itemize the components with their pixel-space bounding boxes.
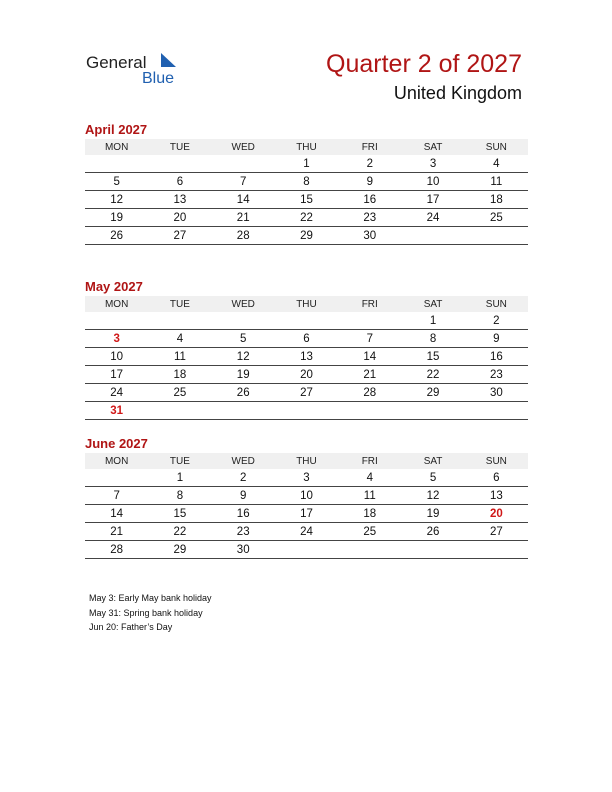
day-cell: 16 [212,505,275,523]
week-row [85,523,528,541]
weekday-header: MON [85,296,148,312]
day-cell: 4 [465,155,528,173]
day-cell: 29 [401,384,464,402]
logo-blue-text: Blue [142,70,175,87]
week-row [85,209,528,227]
week-row [85,330,528,348]
day-cell: 23 [212,523,275,541]
day-cell: 17 [85,366,148,384]
day-cell: 2 [465,312,528,330]
day-cell: 5 [401,469,464,487]
day-cell [275,541,338,559]
day-cell: 10 [85,348,148,366]
month-title: April 2027 [85,122,148,137]
day-cell [148,155,211,173]
day-cell: 23 [465,366,528,384]
day-cell: 19 [212,366,275,384]
day-cell [148,312,211,330]
day-cell: 6 [148,173,211,191]
day-cell: 25 [338,523,401,541]
day-cell [148,402,211,420]
calendar-grid [85,139,528,245]
month-april [85,121,528,245]
day-cell: 6 [275,330,338,348]
week-row [85,312,528,330]
day-cell [275,402,338,420]
day-cell: 24 [401,209,464,227]
holiday-notes [89,591,212,635]
day-cell [275,312,338,330]
day-cell [212,312,275,330]
day-cell: 12 [85,191,148,209]
holiday-note: May 3: Early May bank holiday [89,593,212,603]
day-cell: 29 [275,227,338,245]
weekday-header: SUN [465,139,528,155]
weekday-header: TUE [148,453,211,469]
day-cell [212,402,275,420]
day-cell: 24 [275,523,338,541]
weekday-header: SUN [465,453,528,469]
day-cell: 8 [148,487,211,505]
day-cell: 1 [401,312,464,330]
day-cell: 4 [338,469,401,487]
week-row [85,173,528,191]
day-cell: 30 [212,541,275,559]
day-cell: 21 [85,523,148,541]
day-cell: 19 [85,209,148,227]
day-cell: 8 [401,330,464,348]
day-cell [401,227,464,245]
day-cell: 15 [401,348,464,366]
day-cell: 5 [85,173,148,191]
weekday-header: FRI [338,139,401,155]
day-cell [338,402,401,420]
page-title: Quarter 2 of 2027 [326,50,522,78]
day-cell: 9 [212,487,275,505]
weekday-header: SAT [401,296,464,312]
week-row [85,366,528,384]
day-cell: 13 [275,348,338,366]
weekday-header: SUN [465,296,528,312]
day-cell: 23 [338,209,401,227]
day-cell: 14 [212,191,275,209]
weekday-header: THU [275,453,338,469]
week-row [85,541,528,559]
weekday-header-row [85,453,528,469]
day-cell: 24 [85,384,148,402]
logo-triangle-icon [159,52,177,68]
day-cell: 13 [148,191,211,209]
day-cell: 22 [275,209,338,227]
day-cell: 9 [338,173,401,191]
week-row [85,505,528,523]
day-cell: 27 [148,227,211,245]
weekday-header: FRI [338,453,401,469]
day-cell: 3 [85,330,148,348]
week-row [85,191,528,209]
day-cell: 16 [338,191,401,209]
month-title: June 2027 [85,436,148,451]
weekday-header: WED [212,296,275,312]
day-cell: 16 [465,348,528,366]
weekday-header: SAT [401,139,464,155]
week-row [85,469,528,487]
day-cell: 9 [465,330,528,348]
day-cell: 1 [148,469,211,487]
day-cell: 29 [148,541,211,559]
weekday-header: WED [212,453,275,469]
day-cell: 3 [401,155,464,173]
day-cell: 8 [275,173,338,191]
logo [86,50,196,90]
country-subtitle: United Kingdom [393,83,522,103]
day-cell: 28 [338,384,401,402]
weekday-header: WED [212,139,275,155]
day-cell [401,541,464,559]
day-cell: 31 [85,402,148,420]
day-cell: 25 [465,209,528,227]
weekday-header: MON [85,453,148,469]
day-cell: 26 [85,227,148,245]
day-cell [338,541,401,559]
day-cell: 19 [401,505,464,523]
day-cell: 3 [275,469,338,487]
day-cell: 18 [465,191,528,209]
day-cell: 30 [465,384,528,402]
day-cell: 28 [212,227,275,245]
weekday-header: SAT [401,453,464,469]
week-row [85,155,528,173]
day-cell: 21 [212,209,275,227]
weekday-header: FRI [338,296,401,312]
day-cell: 20 [465,505,528,523]
day-cell: 10 [275,487,338,505]
weekday-header-row [85,296,528,312]
day-cell: 15 [148,505,211,523]
month-may [85,278,528,420]
day-cell: 7 [85,487,148,505]
day-cell [212,155,275,173]
day-cell: 27 [465,523,528,541]
day-cell [338,312,401,330]
day-cell: 26 [212,384,275,402]
day-cell: 1 [275,155,338,173]
day-cell [465,541,528,559]
day-cell: 11 [465,173,528,191]
day-cell: 26 [401,523,464,541]
month-june [85,435,528,559]
weekday-header: MON [85,139,148,155]
day-cell: 7 [338,330,401,348]
weekday-header: TUE [148,139,211,155]
day-cell: 13 [465,487,528,505]
day-cell: 18 [148,366,211,384]
day-cell: 7 [212,173,275,191]
logo-general-text: General [86,53,147,72]
holiday-note: May 31: Spring bank holiday [89,607,203,618]
day-cell: 17 [275,505,338,523]
day-cell [85,312,148,330]
day-cell: 12 [212,348,275,366]
month-title: May 2027 [85,279,143,294]
day-cell: 22 [401,366,464,384]
day-cell: 22 [148,523,211,541]
day-cell: 2 [338,155,401,173]
day-cell: 14 [338,348,401,366]
day-cell [85,469,148,487]
day-cell: 10 [401,173,464,191]
day-cell: 11 [338,487,401,505]
day-cell: 2 [212,469,275,487]
weekday-header: THU [275,296,338,312]
day-cell [465,402,528,420]
day-cell: 11 [148,348,211,366]
week-row [85,487,528,505]
day-cell: 6 [465,469,528,487]
day-cell: 25 [148,384,211,402]
day-cell: 17 [401,191,464,209]
day-cell [85,155,148,173]
day-cell: 27 [275,384,338,402]
week-row [85,384,528,402]
day-cell: 14 [85,505,148,523]
day-cell: 30 [338,227,401,245]
day-cell [465,227,528,245]
calendar-grid [85,296,528,420]
day-cell: 12 [401,487,464,505]
day-cell: 28 [85,541,148,559]
weekday-header: TUE [148,296,211,312]
day-cell: 5 [212,330,275,348]
day-cell [401,402,464,420]
weekday-header: THU [275,139,338,155]
holiday-note: Jun 20: Father’s Day [89,622,173,632]
week-row [85,402,528,420]
week-row [85,227,528,245]
day-cell: 18 [338,505,401,523]
day-cell: 21 [338,366,401,384]
day-cell: 15 [275,191,338,209]
day-cell: 4 [148,330,211,348]
week-row [85,348,528,366]
day-cell: 20 [148,209,211,227]
day-cell: 20 [275,366,338,384]
weekday-header-row [85,139,528,155]
calendar-grid [85,453,528,559]
